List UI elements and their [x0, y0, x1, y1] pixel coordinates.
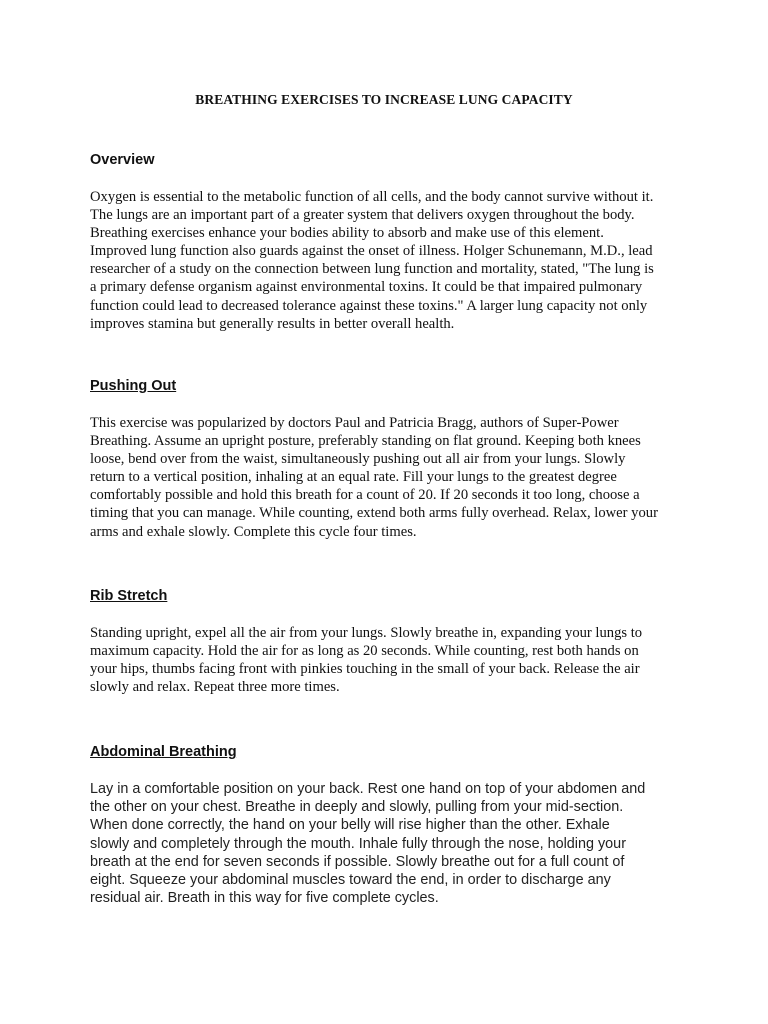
section-body-rib-stretch: Standing upright, expel all the air from your lungs. Slowly breathe in, expanding your lungs to maximum capacity. Hold the air for as long as 20 seconds. While counting, rest both hands on your hips, thumbs facing front with pinkies touching in the small of your back. Release the air slowly and relax. Repeat three more times. — [90, 625, 643, 696]
section-body-pushing-out: This exercise was popularized by doctors Paul and Patricia Bragg, authors of Super-Power Breathing. Assume an upright posture, preferably standing on flat ground. Keeping both knees loose, bend over from the waist, simultaneously pushing out all air from your lungs. Slowly return to a vertical position, inhaling at an equal rate. Fill your lungs to the greatest degree comfortably possible and hold this breath for a count of 20. If 20 seconds it too long, choose a timing that you can manage. While counting, extend both arms fully overhead. Relax, lower your arms and exhale slowly. Complete this cycle four times. — [90, 415, 658, 540]
section-heading-pushing-out: Pushing Out — [90, 378, 177, 394]
section-body-abdominal-breathing: Lay in a comfortable position on your back. Rest one hand on top of your abdomen and the other on your chest. Breathe in deeply and slowly, pulling from your mid-section. When done correctly, the hand on your belly will rise higher than the other. Exhale slowly and completely through the mouth. Inhale fully through the nose, holding your breath at the end for seven seconds if possible. Slowly breathe out for a full count of eight. Squeeze your abdominal muscles toward the end, in order to discharge any residual air. Breath in this way for five complete cycles. — [90, 781, 646, 907]
section-heading-rib-stretch: Rib Stretch — [90, 588, 168, 604]
section-heading-overview: Overview — [90, 152, 155, 168]
section-heading-abdominal-breathing: Abdominal Breathing — [90, 744, 237, 760]
section-body-overview: Oxygen is essential to the metabolic function of all cells, and the body cannot survive without it. The lungs are an important part of a greater system that delivers oxygen throughout the body. Breathing exercises enhance your bodies ability to absorb and make use of this element. Improved lung function also guards against the onset of illness. Holger Schunemann, M.D., lead researcher of a study on the connection between lung function and mortality, stated, "The lung is a primary defense organism against environmental toxins. It could be that impaired pulmonary function could lead to decreased tolerance against these toxins." A larger lung capacity not only improves stamina but generally results in better overall health. — [90, 189, 654, 332]
document-title: BREATHING EXERCISES TO INCREASE LUNG CAPACITY — [195, 92, 573, 107]
